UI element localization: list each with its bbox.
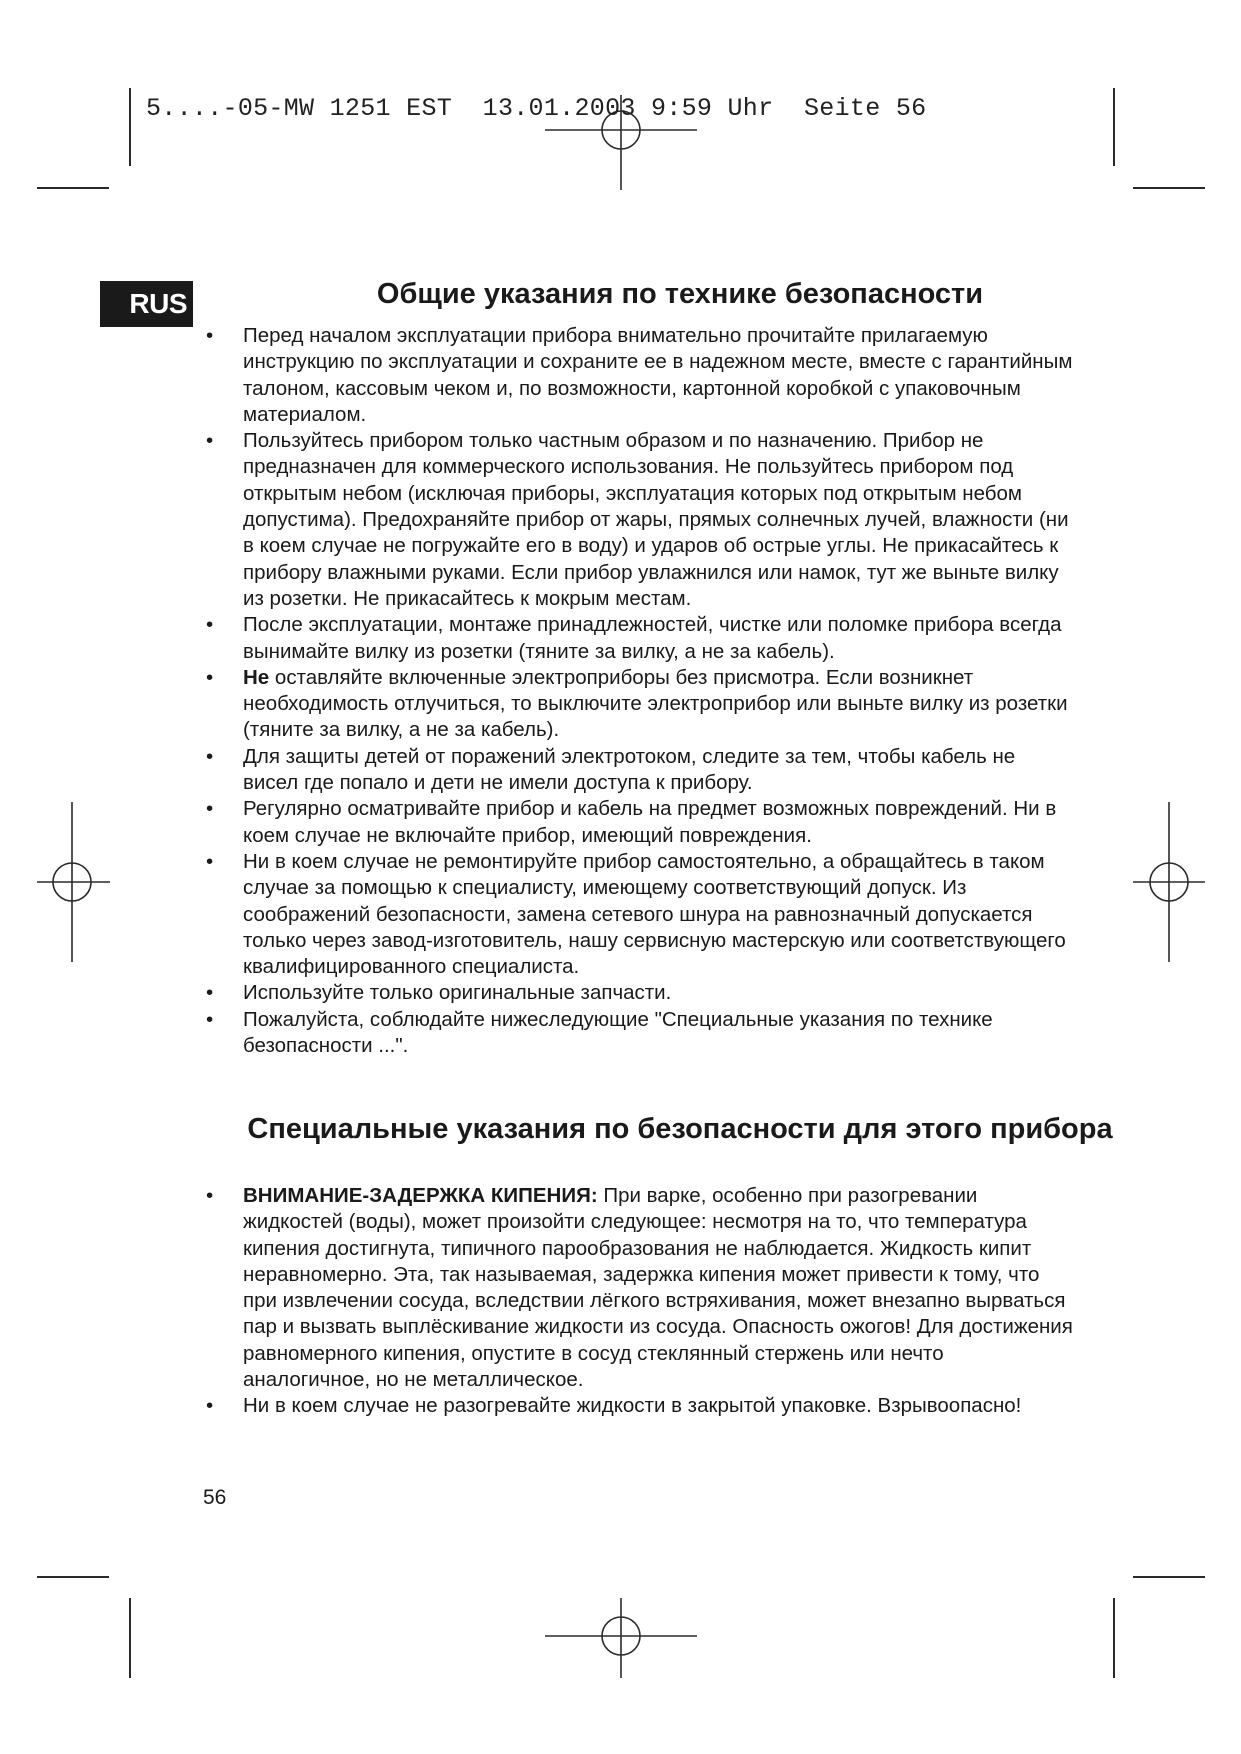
list-item: [203, 612, 1073, 665]
list-item: [203, 849, 1073, 980]
item-text: Для защиты детей от поражений электротоком, следите за тем, чтобы кабель не висел где попало и дети не имели доступа к прибору.: [243, 744, 1016, 795]
language-badge: RUS: [100, 281, 193, 327]
list-item: [203, 796, 1073, 849]
page-number: 56: [203, 1486, 227, 1509]
bullet-icon: •: [206, 849, 214, 873]
registration-mark-left: [37, 802, 110, 962]
list-item: [203, 428, 1073, 612]
item-text: Регулярно осматривайте прибор и кабель на предмет возможных повреждений. Ни в коем случае не включайте прибор, имеющий повреждения.: [243, 797, 1057, 847]
registration-mark-bottom: [545, 1598, 697, 1678]
list-item: [203, 323, 1073, 428]
list-item: [203, 1183, 1073, 1393]
bullet-icon: •: [206, 1394, 214, 1418]
bullet-icon: •: [206, 324, 214, 347]
item-text: Используйте только оригинальные запчасти.: [243, 981, 672, 1005]
bullet-icon: •: [206, 429, 214, 453]
registration-mark-right: [1133, 802, 1205, 962]
bullet-icon: •: [206, 665, 214, 689]
bullet-icon: •: [206, 1184, 214, 1207]
item-text: Ни в коем случае не разогревайте жидкости в закрытой упаковке. Взрывоопасно!: [243, 1394, 1022, 1418]
section-title-general-safety: Общие указания по технике безопасности: [376, 278, 984, 310]
item-text: Перед началом эксплуатации прибора внимательно прочитайте прилагаемую инструкцию по эксплуатации и сохраните ее в надежном месте, вместе с гарантийным талоном, кассовым чеком и, по возможности, картонной коробкой с упаковочным материалом.: [243, 324, 1073, 426]
list-item: [203, 744, 1073, 797]
bullet-icon: •: [206, 797, 214, 821]
list-item: [203, 1007, 1073, 1060]
item-text: Пожалуйста, соблюдайте нижеследующие "Специальные указания по технике безопасности ...".: [243, 1007, 993, 1058]
bullet-icon: •: [206, 981, 214, 1005]
item-text: После эксплуатации, монтаже принадлежностей, чистке или поломке прибора всегда вынимайте вилку из розетки (тяните за вилку, а не за кабель).: [243, 613, 1062, 663]
item-text: оставляйте включенные электроприборы без присмотра. Если возникнет необходимость отлучиться, то выключите электроприбор или выньте вилку из розетки (тяните за вилку, а не за кабель).: [243, 665, 1068, 742]
bullet-icon: •: [206, 613, 214, 637]
item-bold-lead: ВНИМАНИЕ-ЗАДЕРЖКА КИПЕНИЯ:: [243, 1184, 598, 1207]
section-title-special-safety: Специальные указания по безопасности для этого прибора: [247, 1113, 1113, 1145]
bullet-icon: •: [206, 1007, 214, 1031]
item-bold-lead: Не: [243, 665, 270, 689]
item-text: Пользуйтесь прибором только частным образом и по назначению. Прибор не предназначен для коммерческого использования. Не пользуйтесь прибором под открытым небом (исключая приборы, эксплуатация которых под открытым небом допустима). Предохраняйте прибор от жары, прямых солнечных лучей, влажности (ни в коем случае не погружайте его в воду) и ударов об острые углы. Не прикасайтесь к прибору влажными руками. Если прибор увлажнился или намок, тут же выньте вилку из розетки. Не прикасайтесь к мокрым местам.: [243, 429, 1069, 610]
general-safety-list: [203, 323, 1073, 1059]
print-header: 5....-05-MW 1251 EST 13.01.2003 9:59 Uhr Seite 56: [146, 94, 927, 123]
item-text: При варке, особенно при разогревании жидкостей (воды), может произойти следующее: несмотря на то, что температура кипения достигнута, типичного парообразования не наблюдается. Жидкость кипит неравномерно. Эта, так называемая, задержка кипения может привести к тому, что при извлечении сосуда, вследствии лёгкого встряхивания, может внезапно вырваться пар и вызвать выплёскивание жидкости из сосуда. Опасность ожогов! Для достижения равномерного кипения, опустите в сосуд стеклянный стержень или нечто аналогичное, но не металлическое.: [243, 1184, 1073, 1392]
list-item: [203, 665, 1073, 744]
item-text: Ни в коем случае не ремонтируйте прибор самостоятельно, а обращайтесь в таком случае за помощью к специалисту, имеющему соответствующий допуск. Из соображений безопасности, замена сетевого шнура на равнозначный допускается только через завод-изготовитель, нашу сервисную мастерскую или соответствующего квалифицированного специалиста.: [243, 849, 1066, 979]
special-safety-list: [203, 1183, 1073, 1420]
bullet-icon: •: [206, 744, 214, 768]
list-item: [203, 1393, 1073, 1419]
list-item: [203, 980, 1073, 1006]
